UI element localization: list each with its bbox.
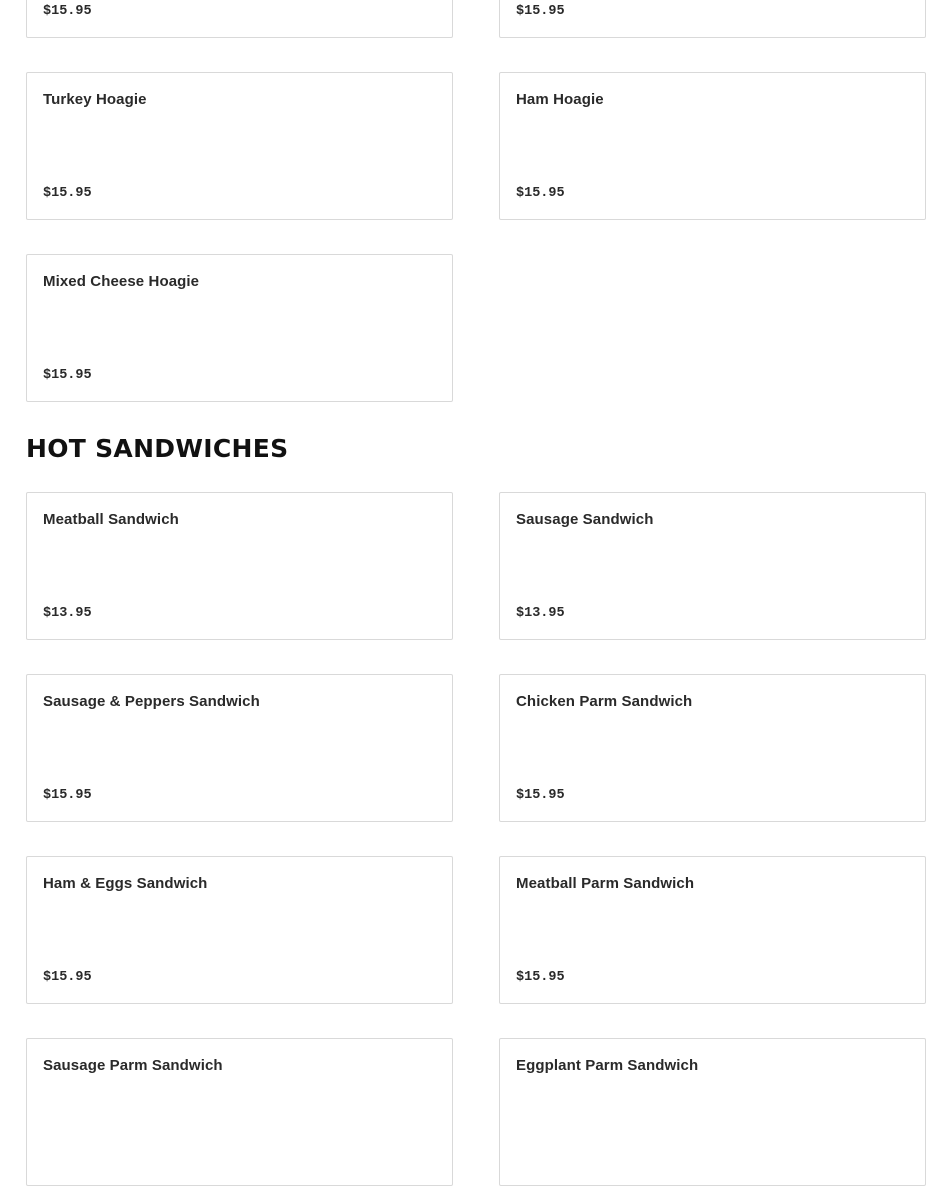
menu-item-price: $15.95 [43,970,92,985]
menu-item-price: $15.95 [43,368,92,383]
menu-item-card[interactable] [499,674,926,822]
menu-item-price: $15.95 [516,186,565,201]
menu-item-card[interactable] [26,1038,453,1186]
section-heading-hot-sandwiches: HOT SANDWICHES [26,434,289,463]
menu-item-price: $15.95 [43,788,92,803]
menu-item-name: Mixed Cheese Hoagie [43,273,200,290]
menu-item-price: $15.95 [516,788,565,803]
menu-item-price: $15.95 [43,4,92,19]
menu-item-name: Meatball Parm Sandwich [516,875,695,892]
menu-item-card[interactable] [26,0,453,38]
menu-item-card[interactable] [26,674,453,822]
menu-item-name: Ham & Eggs Sandwich [43,875,208,892]
menu-item-name: Meatball Sandwich [43,511,179,528]
menu-item-card[interactable] [499,1038,926,1186]
menu-item-card[interactable] [499,492,926,640]
menu-item-card[interactable] [26,856,453,1004]
menu-item-price: $15.95 [43,186,92,201]
menu-item-name: Turkey Hoagie [43,91,147,108]
menu-item-card[interactable] [499,0,926,38]
menu-item-name: Sausage Sandwich [516,511,654,528]
menu-item-card[interactable] [26,254,453,402]
menu-item-price: $15.95 [516,4,565,19]
menu-item-card[interactable] [499,72,926,220]
menu-item-price: $15.95 [516,970,565,985]
menu-item-name: Sausage & Peppers Sandwich [43,693,260,710]
menu-item-price: $13.95 [43,606,92,621]
menu-item-card[interactable] [499,856,926,1004]
menu-item-name: Eggplant Parm Sandwich [516,1057,699,1074]
menu-item-name: Ham Hoagie [516,91,604,108]
menu-item-name: Chicken Parm Sandwich [516,693,693,710]
menu-item-price: $13.95 [516,606,565,621]
menu-item-card[interactable] [26,72,453,220]
menu-item-card[interactable] [26,492,453,640]
menu-item-name: Sausage Parm Sandwich [43,1057,223,1074]
